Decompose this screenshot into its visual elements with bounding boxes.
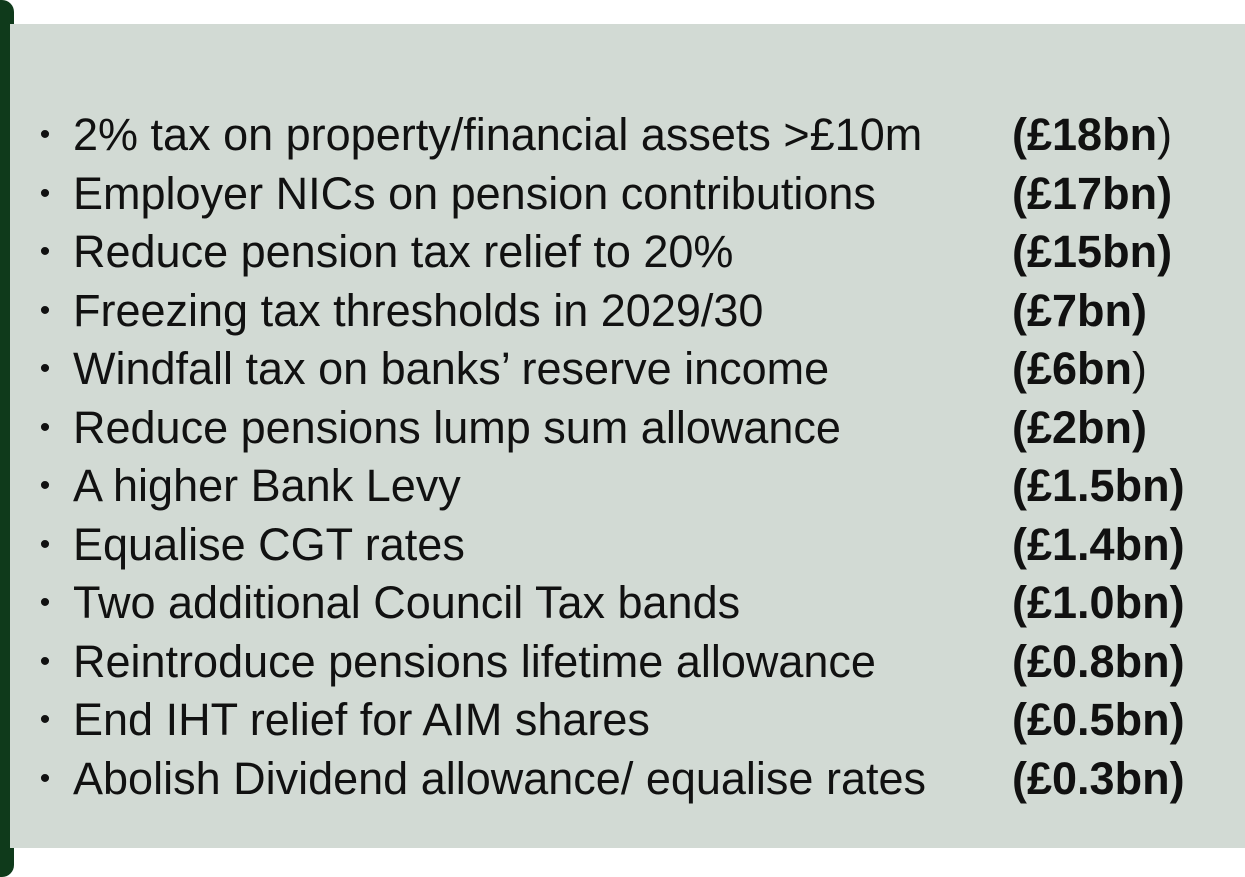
- measure-label: 2% tax on property/financial assets >£10m: [73, 109, 923, 160]
- measure-label: Reduce pension tax relief to 20%: [73, 226, 734, 277]
- measure-amount: [1012, 516, 1185, 574]
- measure-label: Windfall tax on banks’ reserve income: [73, 343, 830, 394]
- amount-open-paren: (: [1012, 752, 1027, 804]
- bullet-icon: •: [39, 644, 51, 678]
- bullet-icon: •: [39, 410, 51, 444]
- measure-amount: [1012, 750, 1185, 808]
- bullet-icon: •: [39, 761, 51, 795]
- list-item: [34, 399, 1234, 458]
- revenue-measures-list: [34, 106, 1234, 808]
- measure-label: A higher Bank Levy: [73, 460, 461, 511]
- bullet-icon: •: [39, 469, 51, 502]
- amount-close-paren: ): [1169, 577, 1185, 628]
- measure-amount: [1012, 340, 1147, 398]
- list-item: [34, 457, 1234, 516]
- bullet-icon: •: [39, 118, 51, 151]
- amount-open-paren: (: [1012, 167, 1027, 219]
- amount-value: £17bn: [1027, 167, 1158, 219]
- measure-amount: [1012, 399, 1147, 457]
- amount-close-paren: ): [1169, 635, 1185, 687]
- amount-value: £15bn: [1027, 226, 1158, 277]
- measure-amount: [1012, 574, 1185, 632]
- content-panel: [10, 24, 1245, 848]
- amount-value: £0.5bn: [1027, 694, 1170, 745]
- measure-label: End IHT relief for AIM shares: [73, 694, 650, 745]
- amount-close-paren: ): [1169, 460, 1185, 511]
- amount-value: £0.8bn: [1027, 635, 1170, 687]
- list-item: [34, 633, 1234, 692]
- bullet-icon: •: [39, 235, 51, 268]
- amount-open-paren: (: [1012, 226, 1027, 277]
- measure-label: Reduce pensions lump sum allowance: [73, 401, 841, 453]
- bullet-icon: •: [39, 352, 51, 385]
- measure-label: Two additional Council Tax bands: [73, 577, 741, 628]
- amount-close-paren: ): [1157, 226, 1173, 277]
- amount-value: £2bn: [1027, 401, 1133, 453]
- amount-close-paren: ): [1157, 167, 1173, 219]
- amount-value: £1.5bn: [1027, 460, 1170, 511]
- amount-value: £6bn: [1027, 343, 1133, 394]
- list-item: [34, 516, 1234, 575]
- list-item: [34, 691, 1234, 750]
- amount-close-paren: ): [1132, 284, 1148, 336]
- amount-value: £1.0bn: [1027, 577, 1170, 628]
- amount-value: £0.3bn: [1027, 752, 1170, 804]
- measure-label: Employer NICs on pension contributions: [73, 167, 876, 219]
- bullet-icon: •: [39, 586, 51, 619]
- amount-open-paren: (: [1012, 284, 1027, 336]
- amount-close-paren: ): [1132, 401, 1148, 453]
- amount-open-paren: (: [1012, 577, 1027, 628]
- list-item: [34, 223, 1234, 282]
- bullet-icon: •: [39, 527, 51, 561]
- amount-open-paren: (: [1012, 460, 1027, 511]
- amount-value: £7bn: [1027, 284, 1133, 336]
- amount-close-paren: ): [1157, 109, 1173, 160]
- amount-value: £18bn: [1027, 109, 1158, 160]
- bullet-icon: •: [39, 703, 51, 736]
- amount-open-paren: (: [1012, 109, 1027, 160]
- amount-open-paren: (: [1012, 518, 1027, 570]
- list-item: [34, 106, 1234, 165]
- amount-open-paren: (: [1012, 694, 1027, 745]
- list-item: [34, 750, 1234, 809]
- amount-close-paren: ): [1169, 694, 1185, 745]
- bullet-icon: •: [39, 293, 51, 327]
- measure-amount: [1012, 691, 1185, 749]
- measure-label: Equalise CGT rates: [73, 518, 465, 570]
- measure-amount: [1012, 165, 1172, 223]
- measure-label: Abolish Dividend allowance/ equalise rates: [73, 752, 927, 804]
- list-item: [34, 165, 1234, 224]
- amount-open-paren: (: [1012, 343, 1027, 394]
- amount-close-paren: ): [1169, 752, 1185, 804]
- amount-close-paren: ): [1132, 343, 1148, 394]
- list-item: [34, 574, 1234, 633]
- amount-open-paren: (: [1012, 401, 1027, 453]
- amount-open-paren: (: [1012, 635, 1027, 687]
- measure-amount: [1012, 106, 1172, 164]
- measure-amount: [1012, 633, 1185, 691]
- measure-label: Freezing tax thresholds in 2029/30: [73, 284, 764, 336]
- bullet-icon: •: [39, 176, 51, 210]
- measure-amount: [1012, 457, 1185, 515]
- list-item: [34, 340, 1234, 399]
- amount-close-paren: ): [1169, 518, 1185, 570]
- measure-amount: [1012, 282, 1147, 340]
- list-item: [34, 282, 1234, 341]
- measure-amount: [1012, 223, 1172, 281]
- amount-value: £1.4bn: [1027, 518, 1170, 570]
- measure-label: Reintroduce pensions lifetime allowance: [73, 635, 876, 687]
